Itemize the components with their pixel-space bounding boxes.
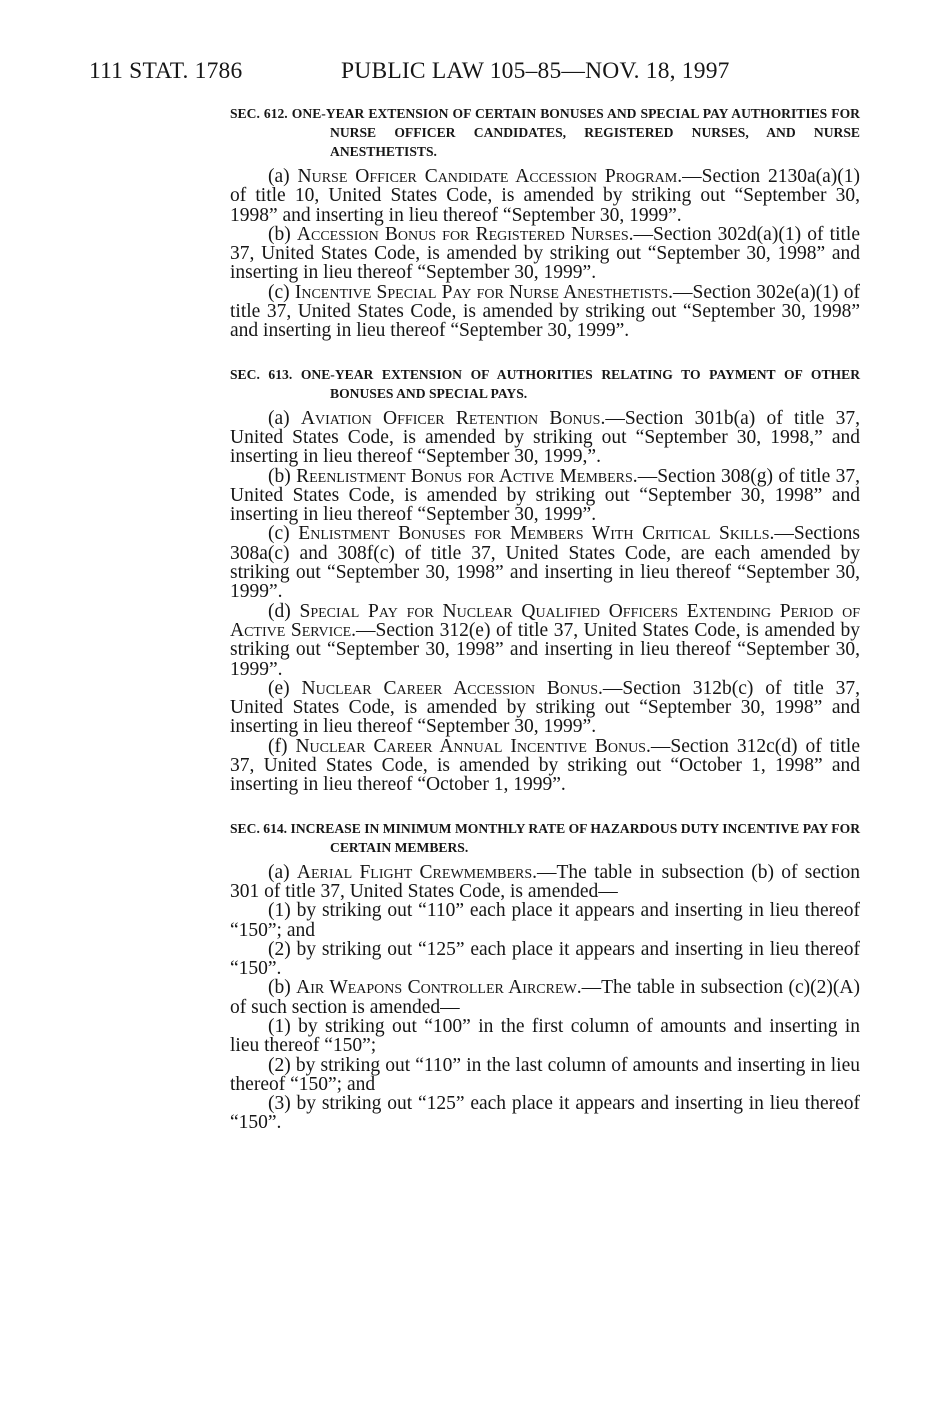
para-heading: Reenlistment Bonus for Active Members. bbox=[296, 465, 638, 487]
clause-list bbox=[230, 1017, 860, 1133]
section-title: ONE-YEAR EXTENSION OF CERTAIN BONUSES AND SPECIAL PAY AUTHORITIES FOR NURSE OFFICER CANDIDATES, REGISTERED NURSES, AND NURSE ANESTHETISTS. bbox=[291, 106, 861, 159]
paragraph bbox=[230, 283, 860, 341]
section-title: INCREASE IN MINIMUM MONTHLY RATE OF HAZARDOUS DUTY INCENTIVE PAY FOR CERTAIN MEMBERS. bbox=[290, 820, 861, 855]
para-prefix: (d) bbox=[268, 600, 300, 622]
paragraph bbox=[230, 737, 860, 795]
para-text: —Section 312(e) of title 37, United States Code, is amended by striking out “September 30, 1998” and inserting in lieu thereof “September 30, 1999”. bbox=[230, 619, 861, 680]
document-body bbox=[230, 104, 860, 1133]
section-heading-612 bbox=[230, 104, 860, 161]
clause-item: (2) by striking out “125” each place it appears and inserting in lieu thereof “150”. bbox=[230, 938, 860, 980]
para-heading: Accession Bonus for Registered Nurses. bbox=[296, 223, 634, 245]
clause-item: (2) by striking out “110” in the last column of amounts and inserting in lieu thereof “150”; and bbox=[230, 1054, 860, 1095]
para-text: —Section 308(g) of title 37, United States Code, is amended by striking out “September 30, 1998” and inserting in lieu thereof “September 30, 1999”. bbox=[230, 465, 860, 526]
para-text: —Sections 308a(c) and 308f(c) of title 37, United States Code, are each amended by striking out “September 30, 1998” and inserting in lieu thereof “September 30, 1999”. bbox=[230, 523, 860, 603]
para-prefix: (a) bbox=[268, 861, 297, 883]
clause-item: (3) by striking out “125” each place it appears and inserting in lieu thereof “150”. bbox=[230, 1093, 860, 1134]
paragraph bbox=[230, 602, 860, 679]
para-heading: Aviation Officer Retention Bonus. bbox=[300, 407, 606, 429]
para-text: —Section 301b(a) of title 37, United States Code, is amended by striking out “September 30, 1998,” and inserting in lieu thereof “September 30, 1999,”. bbox=[230, 407, 860, 468]
page-reference: 111 STAT. 1786 bbox=[89, 58, 243, 84]
para-prefix: (b) bbox=[268, 223, 297, 245]
paragraph bbox=[230, 167, 860, 225]
para-prefix: (c) bbox=[268, 281, 295, 303]
para-heading: Enlistment Bonuses for Members With Critical Skills. bbox=[298, 523, 775, 545]
paragraph bbox=[230, 679, 860, 737]
paragraph bbox=[230, 524, 860, 601]
para-prefix: (c) bbox=[268, 523, 299, 545]
section-heading-614 bbox=[230, 819, 860, 857]
paragraph bbox=[230, 225, 860, 283]
para-heading: Nuclear Career Accession Bonus. bbox=[301, 677, 603, 699]
para-heading: Air Weapons Controller Aircrew. bbox=[296, 977, 582, 999]
clause-item: (1) by striking out “110” each place it appears and inserting in lieu thereof “150”; and bbox=[230, 900, 860, 941]
section-label: SEC. 613. bbox=[230, 366, 293, 382]
clause-item: (1) by striking out “100” in the first column of amounts and inserting in lieu thereof “150”; bbox=[230, 1015, 860, 1057]
section-label: SEC. 612. bbox=[230, 106, 288, 121]
para-prefix: (b) bbox=[268, 465, 297, 487]
paragraph bbox=[230, 978, 860, 1017]
para-text: —Section 302e(a)(1) of title 37, United States Code, is amended by striking out “September 30, 1998” and inserting in lieu thereof “September 30, 1999”. bbox=[230, 281, 860, 342]
para-heading: Aerial Flight Crewmembers. bbox=[296, 861, 538, 883]
para-prefix: (a) bbox=[268, 407, 301, 429]
para-text: —Section 302d(a)(1) of title 37, United States Code, is amended by striking out “September 30, 1998” and inserting in lieu thereof “September 30, 1999”. bbox=[230, 223, 860, 284]
paragraph bbox=[230, 467, 860, 525]
section-label: SEC. 614. bbox=[230, 820, 288, 836]
para-text: —The table in subsection (c)(2)(A) of such section is amended— bbox=[230, 977, 860, 1018]
para-prefix: (b) bbox=[268, 977, 297, 999]
para-prefix: (e) bbox=[268, 677, 302, 699]
para-heading: Nuclear Career Annual Incentive Bonus. bbox=[295, 735, 651, 757]
para-text: —Section 2130a(a)(1) of title 10, United States Code, is amended by striking out “September 30, 1998” and inserting in lieu thereof “September 30, 1999”. bbox=[230, 166, 860, 226]
section-heading-613 bbox=[230, 365, 860, 403]
para-prefix: (a) bbox=[268, 166, 298, 187]
para-prefix: (f) bbox=[268, 735, 296, 757]
running-header bbox=[89, 58, 769, 88]
paragraph bbox=[230, 409, 860, 467]
para-heading: Nurse Officer Candidate Accession Program. bbox=[297, 166, 683, 187]
para-heading: Incentive Special Pay for Nurse Anesthetists. bbox=[294, 281, 674, 303]
paragraph bbox=[230, 863, 860, 902]
para-heading: Special Pay for Nuclear Qualified Officers Extending Period of Active Service. bbox=[230, 600, 860, 641]
para-text: —Section 312c(d) of title 37, United States Code, is amended by striking out “October 1, 1998” and inserting in lieu thereof “October 1, 1999”. bbox=[230, 735, 861, 796]
section-title: ONE-YEAR EXTENSION OF AUTHORITIES RELATING TO PAYMENT OF OTHER BONUSES AND SPECIAL PAYS. bbox=[300, 366, 861, 401]
clause-list bbox=[230, 901, 860, 978]
para-text: —The table in subsection (b) of section 301 of title 37, United States Code, is amended— bbox=[230, 861, 860, 902]
para-text: —Section 312b(c) of title 37, United States Code, is amended by striking out “September 30, 1998” and inserting in lieu thereof “September 30, 1999”. bbox=[230, 677, 860, 738]
law-reference: PUBLIC LAW 105–85—NOV. 18, 1997 bbox=[341, 58, 730, 84]
